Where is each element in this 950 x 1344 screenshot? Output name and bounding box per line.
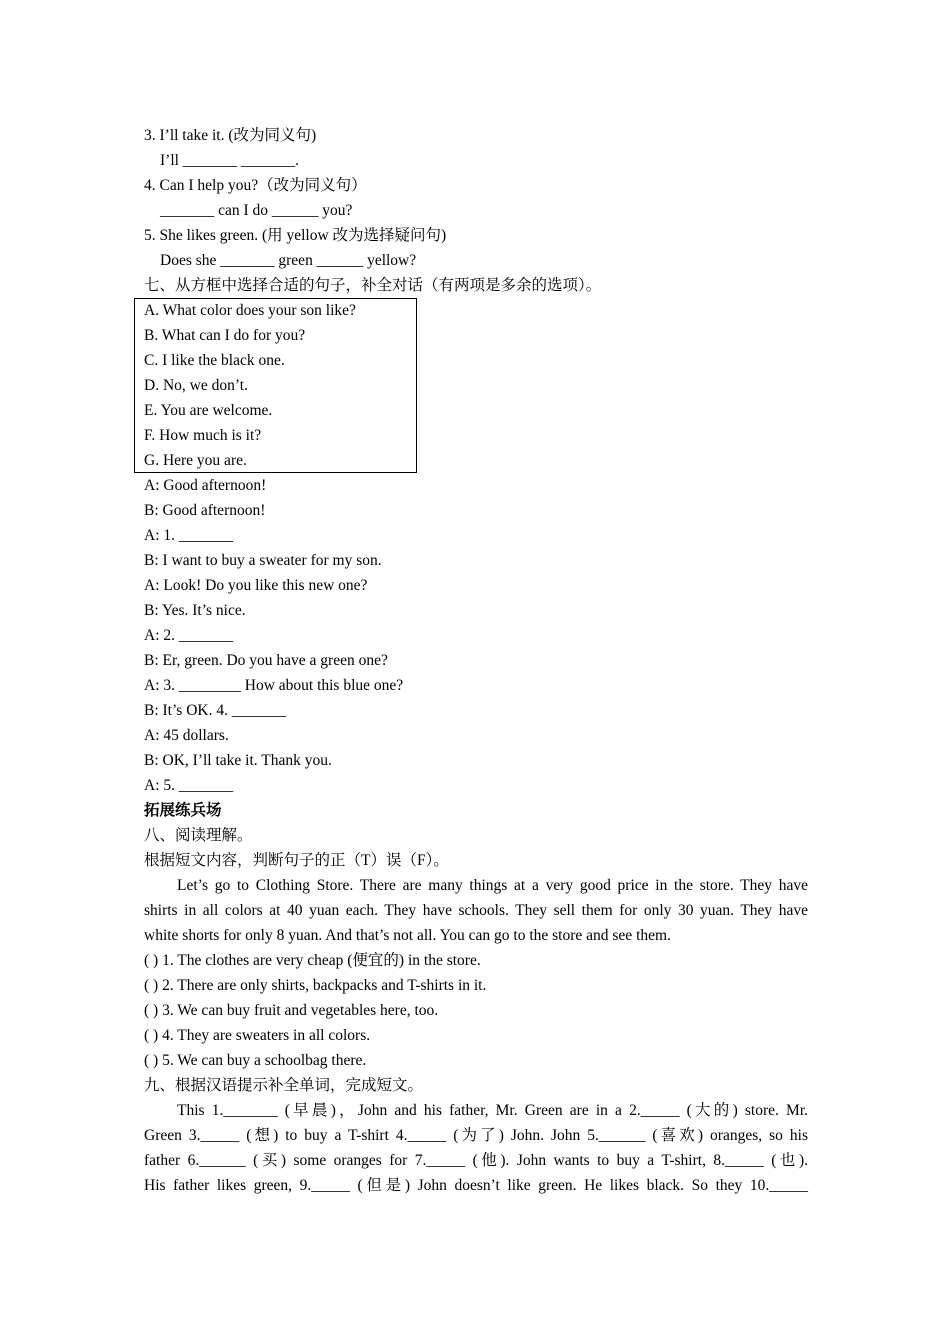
question-4-answer: _______ can I do ______ you? — [160, 202, 353, 219]
passage-line: white shorts for only 8 yuan. And that’s not all. You can go to the store and see them. — [144, 927, 671, 944]
dialogue-line: A: 2. _______ — [144, 627, 234, 644]
option-item: E. You are welcome. — [144, 402, 273, 419]
question-4: 4. Can I help you?（改为同义句） — [144, 177, 367, 194]
cloze-line: father 6.______ (买) some oranges for 7._____ (他). John wants to buy a T-shirt, 8._____ (也). — [144, 1152, 808, 1169]
option-item: G. Here you are. — [144, 452, 247, 469]
worksheet-page — [144, 123, 808, 1198]
dialogue — [144, 473, 808, 798]
tf-question: ( ) 4. They are sweaters in all colors. — [144, 1027, 371, 1044]
option-item: D. No, we don’t. — [144, 377, 248, 394]
section-8-instruction: 根据短文内容，判断句子的正（T）误（F）。 — [144, 852, 449, 869]
option-item: A. What color does your son like? — [144, 302, 356, 319]
tf-question: ( ) 2. There are only shirts, backpacks and T-shirts in it. — [144, 977, 487, 994]
dialogue-line: A: 1. _______ — [144, 527, 234, 544]
dialogue-line: B: It’s OK. 4. _______ — [144, 702, 287, 719]
option-item: C. I like the black one. — [144, 352, 285, 369]
section-7-heading: 七、从方框中选择合适的句子，补全对话（有两项是多余的选项）。 — [144, 277, 602, 294]
dialogue-line: B: I want to buy a sweater for my son. — [144, 552, 382, 569]
passage-line: shirts in all colors at 40 yuan each. They have schools. They sell them for only 30 yuan. They have — [144, 902, 808, 919]
reading-passage — [144, 873, 808, 948]
extension-title: 拓展练兵场 — [144, 802, 222, 819]
tf-question: ( ) 1. The clothes are very cheap (便宜的) in the store. — [144, 952, 481, 969]
dialogue-line: B: OK, I’ll take it. Thank you. — [144, 752, 332, 769]
dialogue-line: A: 45 dollars. — [144, 727, 229, 744]
option-item: B. What can I do for you? — [144, 327, 306, 344]
dialogue-line: A: Good afternoon! — [144, 477, 267, 494]
true-false-questions — [144, 948, 808, 1073]
dialogue-line: A: Look! Do you like this new one? — [144, 577, 368, 594]
passage-line: Let’s go to Clothing Store. There are many things at a very good price in the store. They have — [177, 877, 808, 894]
question-5-answer: Does she _______ green ______ yellow? — [160, 252, 417, 269]
dialogue-line: B: Yes. It’s nice. — [144, 602, 246, 619]
dialogue-line: A: 5. _______ — [144, 777, 234, 794]
tf-question: ( ) 5. We can buy a schoolbag there. — [144, 1052, 367, 1069]
tf-question: ( ) 3. We can buy fruit and vegetables here, too. — [144, 1002, 439, 1019]
option-item: F. How much is it? — [144, 427, 262, 444]
cloze-line: Green 3._____ (想) to buy a T-shirt 4._____ (为了) John. John 5.______ (喜欢) oranges, so his — [144, 1127, 808, 1144]
section-9-heading: 九、根据汉语提示补全单词，完成短文。 — [144, 1077, 424, 1094]
question-3: 3. I’ll take it. (改为同义句) — [144, 127, 317, 144]
cloze-line: This 1._______ (早晨)，John and his father, Mr. Green are in a 2._____ (大的) store. Mr. — [177, 1102, 808, 1119]
section-8-heading: 八、阅读理解。 — [144, 827, 253, 844]
question-3-answer: I’ll _______ _______. — [160, 152, 300, 169]
dialogue-line: B: Er, green. Do you have a green one? — [144, 652, 388, 669]
cloze-passage — [144, 1098, 808, 1198]
dialogue-line: A: 3. ________ How about this blue one? — [144, 677, 404, 694]
question-5: 5. She likes green. (用 yellow 改为选择疑问句) — [144, 227, 447, 244]
cloze-line: His father likes green, 9._____ (但是) John doesn’t like green. He likes black. So they 10._____ — [144, 1177, 808, 1194]
dialogue-line: B: Good afternoon! — [144, 502, 266, 519]
options-box — [134, 298, 417, 473]
